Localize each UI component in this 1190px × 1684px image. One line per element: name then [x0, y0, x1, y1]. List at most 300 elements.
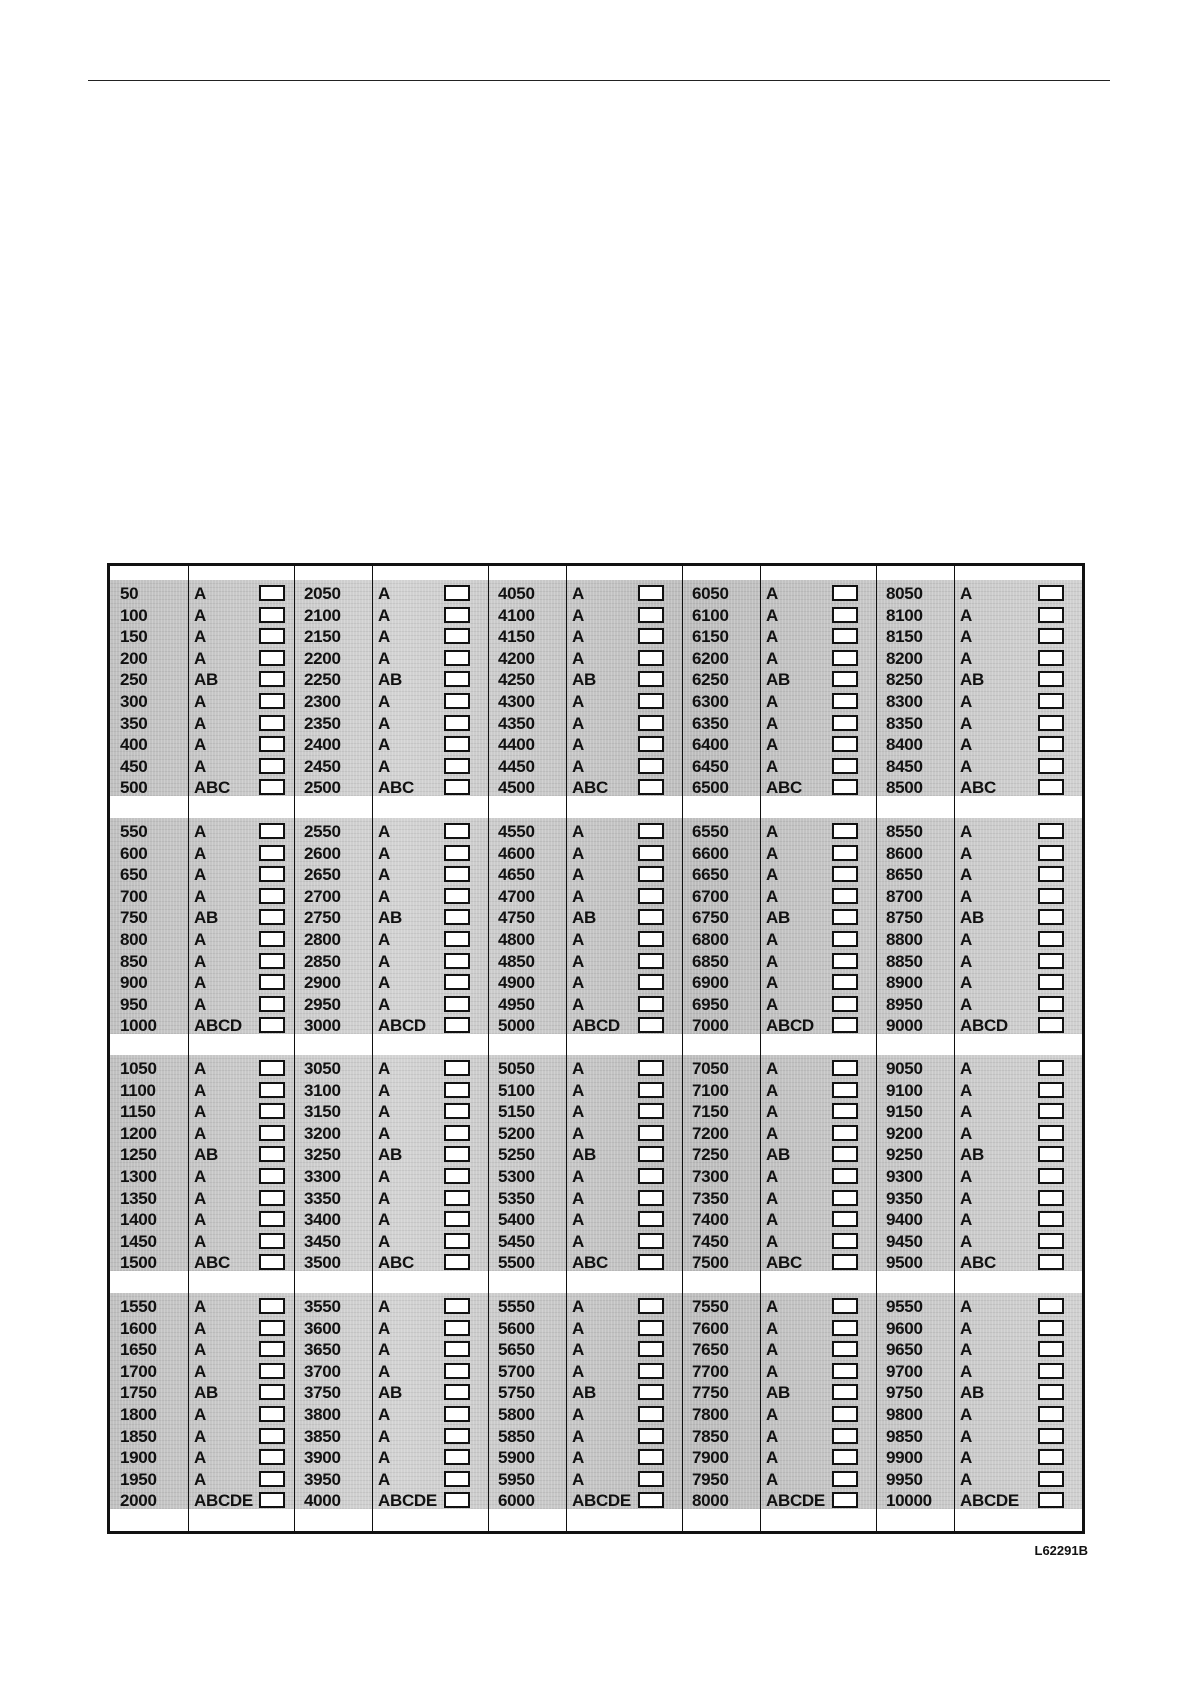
checkbox[interactable] — [259, 1449, 285, 1465]
checkbox[interactable] — [444, 866, 470, 882]
checkbox[interactable] — [832, 1082, 858, 1098]
checkbox[interactable] — [832, 1017, 858, 1033]
checkbox[interactable] — [444, 779, 470, 795]
interval-row — [488, 1101, 682, 1123]
checkbox[interactable] — [444, 1168, 470, 1184]
checkbox[interactable] — [444, 715, 470, 731]
checkbox[interactable] — [638, 1017, 664, 1033]
checkbox[interactable] — [638, 1363, 664, 1379]
service-code: A — [572, 822, 584, 841]
checkbox[interactable] — [832, 931, 858, 947]
checkbox[interactable] — [1038, 585, 1064, 601]
interval-value: 5550 — [498, 1297, 535, 1316]
checkbox[interactable] — [259, 585, 285, 601]
service-code: A — [960, 865, 972, 885]
checkbox[interactable] — [832, 996, 858, 1012]
checkbox[interactable] — [638, 931, 664, 947]
checkbox[interactable] — [638, 1428, 664, 1444]
interval-value: 3550 — [304, 1297, 341, 1316]
interval-value: 4850 — [498, 951, 535, 971]
checkbox[interactable] — [638, 671, 664, 687]
checkbox[interactable] — [832, 953, 858, 969]
interval-value: 550 — [120, 822, 148, 841]
checkbox[interactable] — [832, 1233, 858, 1249]
checkbox[interactable] — [638, 585, 664, 601]
checkbox[interactable] — [1038, 736, 1064, 752]
interval-row — [488, 886, 682, 908]
interval-value: 5500 — [498, 1253, 535, 1273]
checkbox[interactable] — [259, 1471, 285, 1487]
checkbox[interactable] — [832, 1428, 858, 1444]
checkbox[interactable] — [259, 1017, 285, 1033]
interval-value: 1750 — [120, 1383, 157, 1403]
checkbox[interactable] — [259, 1190, 285, 1206]
checkbox[interactable] — [444, 974, 470, 990]
row-group — [110, 583, 294, 799]
checkbox[interactable] — [259, 845, 285, 861]
checkbox[interactable] — [259, 1254, 285, 1270]
checkbox[interactable] — [638, 1168, 664, 1184]
checkbox[interactable] — [444, 671, 470, 687]
interval-value: 8800 — [886, 930, 923, 949]
service-code: A — [766, 1080, 778, 1100]
checkbox[interactable] — [832, 866, 858, 882]
service-code: A — [960, 930, 972, 949]
checkbox[interactable] — [444, 1190, 470, 1206]
checkbox[interactable] — [832, 1168, 858, 1184]
interval-value: 6150 — [692, 627, 729, 647]
checkbox[interactable] — [259, 866, 285, 882]
interval-row — [110, 821, 294, 843]
checkbox[interactable] — [444, 909, 470, 925]
checkbox[interactable] — [1038, 909, 1064, 925]
checkbox[interactable] — [444, 1341, 470, 1357]
interval-value: 1500 — [120, 1253, 157, 1273]
interval-row — [488, 1080, 682, 1102]
checkbox[interactable] — [444, 1471, 470, 1487]
interval-value: 7200 — [692, 1123, 729, 1143]
service-code: A — [194, 930, 206, 949]
checkbox[interactable] — [832, 1363, 858, 1379]
service-code: A — [194, 1318, 206, 1338]
checkbox[interactable] — [259, 974, 285, 990]
service-code: A — [194, 584, 206, 603]
interval-value: 7550 — [692, 1297, 729, 1316]
checkbox[interactable] — [259, 931, 285, 947]
interval-value: 7500 — [692, 1253, 729, 1273]
service-code: A — [572, 1059, 584, 1078]
checkbox[interactable] — [444, 758, 470, 774]
interval-value: 2050 — [304, 584, 341, 603]
checkbox[interactable] — [1038, 1449, 1064, 1465]
checkbox[interactable] — [638, 693, 664, 709]
checkbox[interactable] — [832, 888, 858, 904]
interval-row — [682, 1318, 876, 1340]
checkbox[interactable] — [832, 628, 858, 644]
interval-row — [110, 1447, 294, 1469]
checkbox[interactable] — [832, 1060, 858, 1076]
checkbox[interactable] — [444, 1211, 470, 1227]
interval-value: 5200 — [498, 1123, 535, 1143]
checkbox[interactable] — [444, 1363, 470, 1379]
checkbox[interactable] — [259, 996, 285, 1012]
checkbox[interactable] — [638, 845, 664, 861]
interval-row — [876, 994, 1082, 1016]
checkbox[interactable] — [444, 607, 470, 623]
service-code: AB — [194, 1383, 218, 1403]
checkbox[interactable] — [444, 823, 470, 839]
checkbox[interactable] — [638, 715, 664, 731]
checkbox[interactable] — [444, 1320, 470, 1336]
checkbox[interactable] — [1038, 671, 1064, 687]
checkbox[interactable] — [638, 1254, 664, 1270]
checkbox[interactable] — [638, 1384, 664, 1400]
checkbox[interactable] — [1038, 1492, 1064, 1508]
checkbox[interactable] — [259, 823, 285, 839]
interval-row — [876, 734, 1082, 756]
checkbox[interactable] — [259, 671, 285, 687]
checkbox[interactable] — [638, 1082, 664, 1098]
interval-row — [294, 669, 488, 691]
checkbox[interactable] — [638, 1103, 664, 1119]
checkbox[interactable] — [444, 1017, 470, 1033]
checkbox[interactable] — [1038, 1125, 1064, 1141]
interval-value: 4150 — [498, 627, 535, 647]
service-code: A — [194, 713, 206, 733]
checkbox[interactable] — [1038, 1341, 1064, 1357]
checkbox[interactable] — [444, 1254, 470, 1270]
checkbox[interactable] — [638, 1190, 664, 1206]
checkbox[interactable] — [259, 953, 285, 969]
checkbox[interactable] — [638, 1233, 664, 1249]
checkbox[interactable] — [444, 1233, 470, 1249]
interval-row — [488, 1447, 682, 1469]
checkbox[interactable] — [832, 1254, 858, 1270]
checkbox[interactable] — [832, 1406, 858, 1422]
checkbox[interactable] — [259, 1103, 285, 1119]
service-code: A — [960, 756, 972, 776]
service-code: A — [572, 735, 584, 755]
checkbox[interactable] — [444, 1384, 470, 1400]
service-code: A — [572, 1318, 584, 1338]
checkbox[interactable] — [259, 715, 285, 731]
checkbox[interactable] — [1038, 1471, 1064, 1487]
interval-value: 8500 — [886, 778, 923, 798]
checkbox[interactable] — [1038, 1060, 1064, 1076]
checkbox[interactable] — [259, 1428, 285, 1444]
service-code: A — [378, 1469, 390, 1489]
checkbox[interactable] — [444, 1082, 470, 1098]
checkbox[interactable] — [832, 1125, 858, 1141]
interval-row — [110, 1339, 294, 1361]
service-code: A — [378, 865, 390, 885]
checkbox[interactable] — [259, 779, 285, 795]
checkbox[interactable] — [444, 1492, 470, 1508]
service-code: A — [960, 1469, 972, 1489]
checkbox[interactable] — [444, 1060, 470, 1076]
checkbox[interactable] — [832, 671, 858, 687]
checkbox[interactable] — [832, 736, 858, 752]
checkbox[interactable] — [1038, 693, 1064, 709]
service-code: A — [960, 973, 972, 993]
checkbox[interactable] — [444, 628, 470, 644]
interval-value: 6550 — [692, 822, 729, 841]
checkbox[interactable] — [259, 628, 285, 644]
service-code: A — [766, 627, 778, 647]
row-group — [110, 1058, 294, 1274]
checkbox[interactable] — [259, 1146, 285, 1162]
interval-value: 1150 — [120, 1102, 156, 1122]
checkbox[interactable] — [259, 650, 285, 666]
interval-value: 9950 — [886, 1469, 923, 1489]
checkbox[interactable] — [1038, 758, 1064, 774]
checkbox[interactable] — [832, 1341, 858, 1357]
checkbox[interactable] — [259, 758, 285, 774]
checkbox[interactable] — [638, 1146, 664, 1162]
checkbox[interactable] — [638, 1211, 664, 1227]
interval-row — [876, 1361, 1082, 1383]
checkbox[interactable] — [1038, 715, 1064, 731]
checkbox[interactable] — [638, 779, 664, 795]
checkbox[interactable] — [638, 866, 664, 882]
checkbox[interactable] — [444, 693, 470, 709]
service-code: A — [572, 865, 584, 885]
checkbox[interactable] — [444, 650, 470, 666]
checkbox[interactable] — [444, 1298, 470, 1314]
interval-row — [294, 1296, 488, 1318]
checkbox[interactable] — [1038, 1254, 1064, 1270]
interval-value: 5950 — [498, 1469, 535, 1489]
checkbox[interactable] — [1038, 1298, 1064, 1314]
checkbox[interactable] — [832, 1298, 858, 1314]
interval-row — [682, 886, 876, 908]
interval-row — [876, 648, 1082, 670]
interval-value: 4900 — [498, 973, 535, 993]
checkbox[interactable] — [638, 1471, 664, 1487]
interval-row — [488, 1015, 682, 1037]
chart-column — [110, 566, 294, 1531]
checkbox[interactable] — [444, 996, 470, 1012]
checkbox[interactable] — [259, 1060, 285, 1076]
checkbox[interactable] — [1038, 931, 1064, 947]
service-code: A — [960, 605, 972, 625]
interval-value: 9700 — [886, 1361, 923, 1381]
interval-row — [488, 1209, 682, 1231]
service-code: A — [766, 1297, 778, 1316]
interval-value: 3600 — [304, 1318, 341, 1338]
interval-row — [876, 864, 1082, 886]
checkbox[interactable] — [832, 607, 858, 623]
checkbox[interactable] — [444, 1406, 470, 1422]
checkbox[interactable] — [444, 845, 470, 861]
checkbox[interactable] — [832, 823, 858, 839]
service-code: A — [194, 1297, 206, 1316]
checkbox[interactable] — [1038, 1190, 1064, 1206]
interval-value: 7950 — [692, 1469, 729, 1489]
checkbox[interactable] — [832, 1103, 858, 1119]
interval-value: 8250 — [886, 670, 923, 690]
checkbox[interactable] — [1038, 1320, 1064, 1336]
interval-row — [110, 951, 294, 973]
interval-value: 8300 — [886, 692, 923, 711]
checkbox[interactable] — [1038, 1363, 1064, 1379]
checkbox[interactable] — [1038, 823, 1064, 839]
checkbox[interactable] — [1038, 888, 1064, 904]
checkbox[interactable] — [832, 974, 858, 990]
checkbox[interactable] — [1038, 866, 1064, 882]
interval-row — [294, 1231, 488, 1253]
checkbox[interactable] — [638, 758, 664, 774]
checkbox[interactable] — [832, 650, 858, 666]
checkbox[interactable] — [444, 1103, 470, 1119]
checkbox[interactable] — [1038, 996, 1064, 1012]
interval-row — [294, 1469, 488, 1491]
service-code: A — [960, 886, 972, 906]
interval-value: 4250 — [498, 670, 535, 690]
checkbox[interactable] — [1038, 974, 1064, 990]
interval-value: 9300 — [886, 1167, 923, 1186]
checkbox[interactable] — [259, 1298, 285, 1314]
interval-value: 8400 — [886, 735, 923, 755]
checkbox[interactable] — [832, 715, 858, 731]
service-code: A — [378, 1426, 390, 1446]
checkbox[interactable] — [444, 1428, 470, 1444]
checkbox[interactable] — [638, 607, 664, 623]
checkbox[interactable] — [444, 736, 470, 752]
service-code: A — [766, 1448, 778, 1468]
checkbox[interactable] — [259, 1233, 285, 1249]
row-group — [876, 821, 1082, 1037]
checkbox[interactable] — [444, 931, 470, 947]
checkbox[interactable] — [259, 1082, 285, 1098]
interval-value: 9750 — [886, 1383, 923, 1403]
checkbox[interactable] — [638, 823, 664, 839]
service-code: A — [766, 994, 778, 1014]
interval-value: 2200 — [304, 648, 341, 668]
checkbox[interactable] — [638, 1449, 664, 1465]
checkbox[interactable] — [832, 1471, 858, 1487]
checkbox[interactable] — [638, 1406, 664, 1422]
checkbox[interactable] — [832, 909, 858, 925]
checkbox[interactable] — [638, 888, 664, 904]
checkbox[interactable] — [259, 693, 285, 709]
service-code: A — [378, 1123, 390, 1143]
checkbox[interactable] — [832, 693, 858, 709]
checkbox[interactable] — [832, 1146, 858, 1162]
checkbox[interactable] — [444, 1449, 470, 1465]
checkbox[interactable] — [638, 1341, 664, 1357]
interval-row — [110, 1101, 294, 1123]
row-group — [876, 1296, 1082, 1512]
checkbox[interactable] — [1038, 1233, 1064, 1249]
checkbox[interactable] — [1038, 953, 1064, 969]
checkbox[interactable] — [259, 736, 285, 752]
checkbox[interactable] — [832, 779, 858, 795]
checkbox[interactable] — [444, 1125, 470, 1141]
checkbox[interactable] — [638, 996, 664, 1012]
interval-value: 2850 — [304, 951, 341, 971]
checkbox[interactable] — [638, 1492, 664, 1508]
interval-row — [682, 1469, 876, 1491]
checkbox[interactable] — [832, 1492, 858, 1508]
checkbox[interactable] — [638, 1060, 664, 1076]
checkbox[interactable] — [1038, 1017, 1064, 1033]
checkbox[interactable] — [444, 888, 470, 904]
interval-row — [488, 1469, 682, 1491]
checkbox[interactable] — [638, 1298, 664, 1314]
checkbox[interactable] — [1038, 1406, 1064, 1422]
interval-value: 2800 — [304, 930, 341, 949]
checkbox[interactable] — [1038, 650, 1064, 666]
checkbox[interactable] — [638, 974, 664, 990]
checkbox[interactable] — [1038, 1168, 1064, 1184]
row-group — [294, 583, 488, 799]
interval-row — [876, 605, 1082, 627]
checkbox[interactable] — [832, 1190, 858, 1206]
checkbox[interactable] — [832, 758, 858, 774]
checkbox[interactable] — [1038, 1428, 1064, 1444]
checkbox[interactable] — [259, 1125, 285, 1141]
checkbox[interactable] — [259, 888, 285, 904]
checkbox[interactable] — [638, 628, 664, 644]
checkbox[interactable] — [1038, 779, 1064, 795]
interval-value: 3100 — [304, 1080, 341, 1100]
checkbox[interactable] — [259, 1384, 285, 1400]
checkbox[interactable] — [1038, 1211, 1064, 1227]
checkbox[interactable] — [1038, 628, 1064, 644]
checkbox[interactable] — [1038, 607, 1064, 623]
checkbox[interactable] — [1038, 845, 1064, 861]
checkbox[interactable] — [832, 1449, 858, 1465]
checkbox[interactable] — [259, 1492, 285, 1508]
interval-value: 2150 — [304, 627, 341, 647]
row-group — [110, 821, 294, 1037]
checkbox[interactable] — [638, 909, 664, 925]
checkbox[interactable] — [1038, 1384, 1064, 1400]
checkbox[interactable] — [259, 1341, 285, 1357]
checkbox[interactable] — [1038, 1082, 1064, 1098]
checkbox[interactable] — [638, 736, 664, 752]
checkbox[interactable] — [832, 1320, 858, 1336]
checkbox[interactable] — [259, 607, 285, 623]
checkbox[interactable] — [638, 650, 664, 666]
checkbox[interactable] — [259, 909, 285, 925]
checkbox[interactable] — [259, 1211, 285, 1227]
checkbox[interactable] — [444, 1146, 470, 1162]
row-group — [682, 1296, 876, 1512]
row-group — [488, 583, 682, 799]
checkbox[interactable] — [1038, 1103, 1064, 1119]
service-code: A — [194, 994, 206, 1014]
checkbox[interactable] — [638, 953, 664, 969]
checkbox[interactable] — [259, 1406, 285, 1422]
checkbox[interactable] — [638, 1320, 664, 1336]
checkbox[interactable] — [259, 1363, 285, 1379]
checkbox[interactable] — [259, 1320, 285, 1336]
checkbox[interactable] — [638, 1125, 664, 1141]
checkbox[interactable] — [832, 1384, 858, 1400]
checkbox[interactable] — [832, 1211, 858, 1227]
checkbox[interactable] — [1038, 1146, 1064, 1162]
checkbox[interactable] — [832, 845, 858, 861]
service-code: AB — [766, 908, 790, 928]
checkbox[interactable] — [832, 585, 858, 601]
checkbox[interactable] — [444, 585, 470, 601]
service-code: A — [960, 1340, 972, 1360]
checkbox[interactable] — [444, 953, 470, 969]
interval-row — [488, 1361, 682, 1383]
checkbox[interactable] — [259, 1168, 285, 1184]
